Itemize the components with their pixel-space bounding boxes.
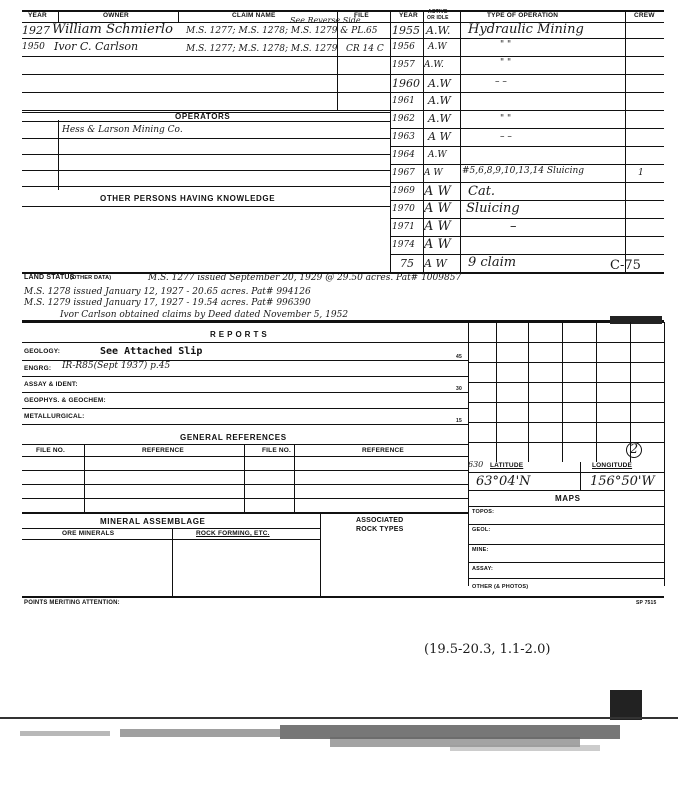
op-type: Cat. — [468, 184, 496, 199]
op-year: 1961 — [392, 96, 415, 106]
op-year: 1971 — [392, 222, 415, 232]
owner-2-file: CR 14 C — [346, 44, 384, 54]
op-status: A W — [424, 257, 447, 270]
op-year: 1960 — [392, 77, 420, 90]
general-refs-title: GENERAL REFERENCES — [180, 433, 287, 442]
header-type-of-operation: TYPE OF OPERATION — [487, 12, 559, 19]
latitude-value: 63°04'N — [476, 474, 531, 489]
ref-col-file-no-2: FILE NO. — [262, 447, 292, 454]
engrg-label: ENGRG: — [24, 365, 52, 372]
lat-prefix: 630 — [468, 460, 484, 469]
header-owner: OWNER — [103, 12, 129, 19]
op-type: – – — [500, 132, 512, 142]
owner-1-claim: M.S. 1277; M.S. 1278; M.S. 1279 & PL.65 — [186, 26, 378, 36]
op-year: 1964 — [392, 150, 415, 160]
land-status-line: Ivor Carlson obtained claims by Deed dated November 5, 1952 — [60, 310, 349, 320]
land-status-line: M.S. 1279 issued January 17, 1927 - 19.54 acres. Pat# 996390 — [24, 298, 311, 308]
scan-noise-band — [0, 715, 678, 755]
ref-col-reference: REFERENCE — [142, 447, 184, 454]
ref-col-file-no: FILE NO. — [36, 447, 66, 454]
map-row-geol: GEOL: — [472, 527, 491, 533]
op-year: 75 — [400, 257, 414, 270]
c-number: C-75 — [610, 258, 641, 273]
margin-num: 30 — [456, 386, 462, 392]
op-type: " " — [500, 58, 512, 68]
op-status: A.W. — [426, 24, 451, 37]
op-year: 1957 — [392, 60, 415, 70]
map-row-topos: TOPOS: — [472, 509, 495, 515]
see-reverse-note: See Reverse Side — [290, 16, 361, 25]
ref-col-reference-2: REFERENCE — [362, 447, 404, 454]
mineral-assemblage-title: MINERAL ASSEMBLAGE — [100, 517, 206, 526]
op-status: A.W — [428, 42, 447, 52]
op-crew: 1 — [638, 168, 644, 178]
op-status: A.W — [428, 77, 451, 90]
owner-1-year: 1927 — [22, 24, 50, 37]
longitude-label: LONGITUDE — [592, 462, 633, 469]
owner-2-name: Ivor C. Carlson — [54, 40, 139, 53]
header-file: FILE — [354, 12, 369, 19]
points-label: POINTS MERITING ATTENTION: — [24, 600, 120, 606]
land-status-label: LAND STATUS — [24, 274, 75, 281]
op-type: " " — [500, 114, 512, 124]
ore-minerals-label: ORE MINERALS — [62, 530, 115, 537]
geology-label: GEOLOGY: — [24, 348, 61, 355]
op-year: 1962 — [392, 114, 415, 124]
op-year: 1974 — [392, 240, 415, 250]
op-status: A W — [424, 237, 451, 252]
op-type: – — [510, 219, 517, 234]
op-status: A W — [428, 130, 451, 143]
margin-num: 15 — [456, 418, 462, 424]
other-persons-title: OTHER PERSONS HAVING KNOWLEDGE — [100, 194, 276, 203]
op-status: A W — [424, 184, 451, 199]
header-year-2: YEAR — [399, 12, 418, 19]
op-status: A.W — [428, 112, 451, 125]
coords-note: (19.5-20.3, 1.1-2.0) — [424, 642, 551, 657]
map-row-assay: ASSAY: — [472, 566, 494, 572]
op-year: 1970 — [392, 204, 415, 214]
circled-number: 2 — [626, 442, 642, 458]
owner-2-claim: M.S. 1277; M.S. 1278; M.S. 1279 — [186, 44, 338, 54]
header-crew: CREW — [634, 12, 655, 19]
map-row-other: OTHER (& PHOTOS) — [472, 584, 529, 590]
op-status: A.W — [428, 94, 451, 107]
header-claim-name: CLAIM NAME — [232, 12, 276, 19]
op-status: A W — [424, 219, 451, 234]
op-year: 1963 — [392, 132, 415, 142]
maps-title: MAPS — [555, 494, 581, 503]
op-status: A W — [424, 201, 451, 216]
op-status: A.W — [428, 150, 447, 160]
operators-title: OPERATORS — [175, 112, 231, 121]
op-year: 1967 — [392, 168, 415, 178]
op-type: – – — [495, 77, 507, 87]
longitude-value: 156°50'W — [590, 474, 655, 489]
op-year: 1956 — [392, 42, 415, 52]
rock-types-label: ROCK TYPES — [356, 526, 404, 533]
op-type: #5,6,8,9,10,13,14 Sluicing — [462, 166, 585, 176]
redaction-mark — [610, 316, 662, 324]
rock-forming-label: ROCK FORMING, ETC. — [196, 530, 270, 537]
op-status: A.W. — [424, 60, 444, 70]
reports-title: REPORTS — [210, 330, 270, 339]
metallurgical-label: METALLURGICAL: — [24, 413, 85, 420]
owner-1-name: William Schmierlo — [52, 22, 173, 37]
op-type: 9 claim — [468, 255, 517, 270]
form-number: SP 7515 — [636, 600, 657, 606]
land-status-line: M.S. 1277 issued September 20, 1929 @ 29.50 acres. Pat# 1009857 — [148, 273, 462, 283]
op-type: Hydraulic Mining — [468, 22, 584, 37]
engrg-value: IR-R85(Sept 1937) p.45 — [62, 361, 171, 371]
land-status-sublabel: (OTHER DATA) — [70, 275, 112, 281]
op-year: 1969 — [392, 186, 415, 196]
header-or-idle: OR IDLE — [427, 15, 449, 21]
op-type: Sluicing — [466, 201, 520, 216]
geology-value: See Attached Slip — [100, 346, 203, 357]
assay-label: ASSAY & IDENT: — [24, 381, 78, 388]
op-year: 1955 — [392, 24, 420, 37]
op-type: " " — [500, 40, 512, 50]
owner-2-year: 1950 — [22, 42, 45, 52]
geophys-label: GEOPHYS. & GEOCHEM: — [24, 397, 106, 404]
map-row-mine: MINE: — [472, 547, 489, 553]
op-status: A W — [424, 168, 443, 178]
latitude-label: LATITUDE — [490, 462, 524, 469]
operator-name: Hess & Larson Mining Co. — [62, 125, 183, 135]
margin-num: 45 — [456, 354, 462, 360]
associated-label: ASSOCIATED — [356, 517, 404, 524]
header-year: YEAR — [28, 12, 47, 19]
header-active: ACTIVE — [428, 9, 448, 15]
land-status-line: M.S. 1278 issued January 12, 1927 - 20.65 acres. Pat# 994126 — [24, 287, 311, 297]
